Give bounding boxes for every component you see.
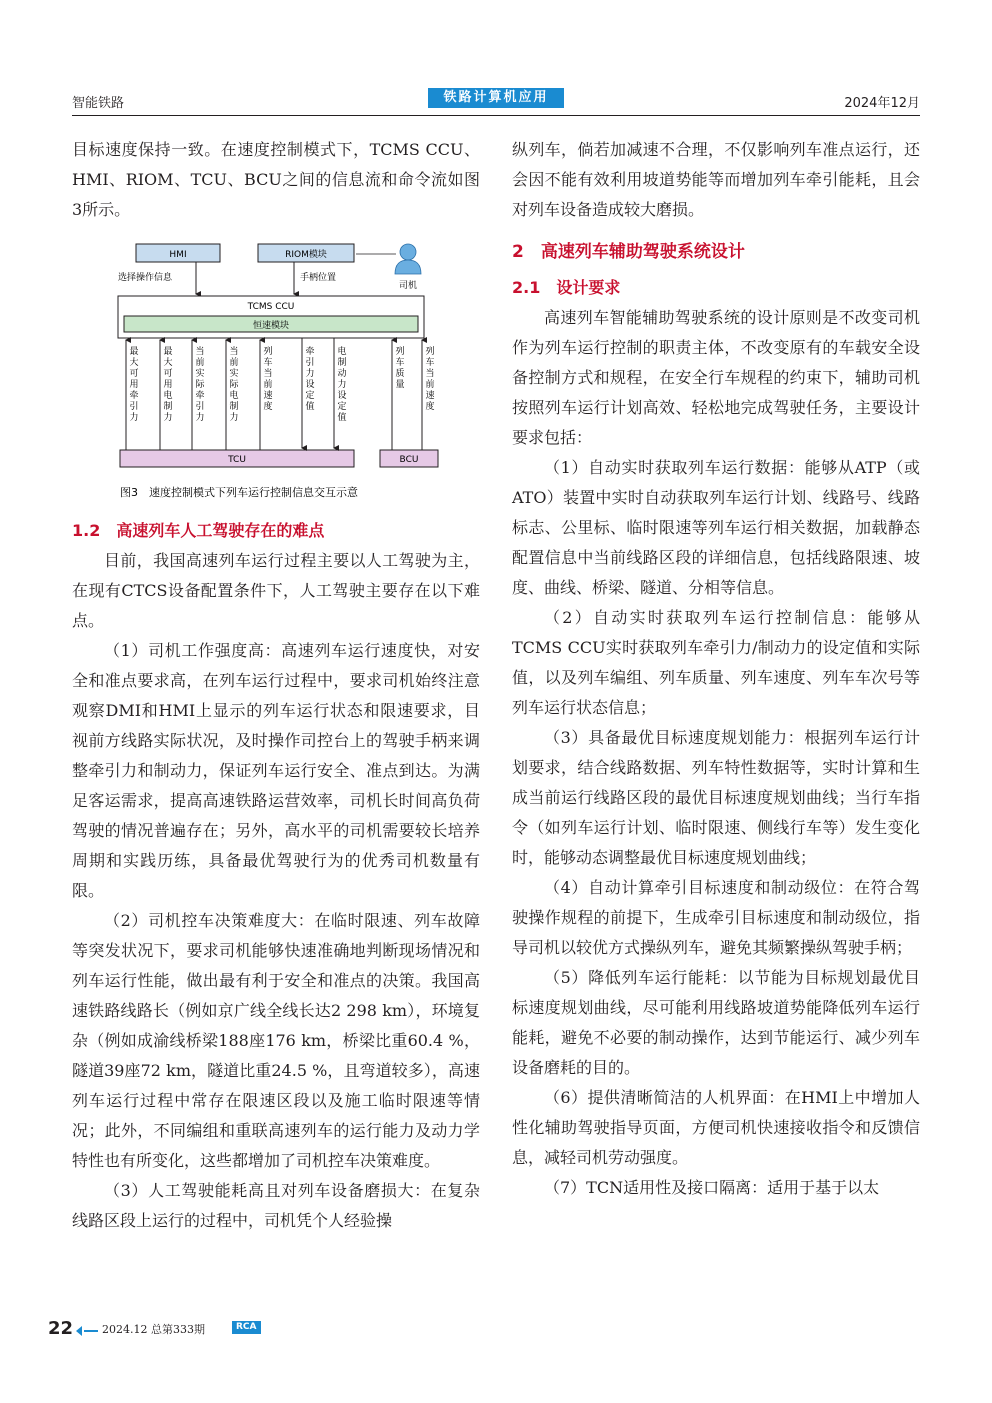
signal-label-3-char-6: 力 [229, 413, 239, 423]
signal-label-5-char-1: 引 [305, 358, 315, 368]
signal-label-3-char-0: 当 [229, 347, 239, 357]
signal-label-1-char-5: 制 [163, 402, 173, 412]
signal-label-1-char-0: 最 [163, 347, 173, 357]
signal-label-5-char-2: 力 [305, 369, 315, 379]
rca-badge: RCA [232, 1321, 261, 1334]
signal-label-5-char-3: 设 [305, 380, 315, 390]
signal-label-0-char-4: 牵 [129, 391, 139, 401]
left-paragraph-4: （3）人工驾驶能耗高且对列车设备磨损大：在复杂线路区段上运行的过程中，司机凭个人经验操 [72, 1181, 480, 1230]
signal-label-0-char-3: 用 [129, 380, 139, 390]
hmi-label: HMI [169, 250, 187, 260]
signal-label-8-char-0: 列 [425, 347, 435, 357]
tcu-label: TCU [228, 455, 246, 465]
left-paragraph-1: 目前，我国高速列车运行过程主要以人工驾驶为主，在现有CTCS设备配置条件下，人工驾驶主要存在以下难点。 [72, 551, 480, 630]
signal-label-6-char-0: 电 [337, 347, 347, 357]
signal-label-2-char-4: 牵 [195, 391, 205, 401]
signal-label-3-char-3: 际 [229, 380, 239, 390]
bcu-label: BCU [399, 455, 419, 465]
signal-label-1-char-1: 大 [163, 358, 173, 368]
signal-label-2-char-0: 当 [195, 347, 205, 357]
signal-label-2-char-3: 际 [195, 380, 205, 390]
const-speed-label: 恒速模块 [252, 321, 290, 331]
signal-label-3-char-1: 前 [229, 358, 239, 368]
right-paragraph-0: 纵列车，倘若加减速不合理，不仅影响列车准点运行，还会因不能有效利用坡道势能等而增加列车牵引能耗，且会对列车设备造成较大磨损。 [512, 140, 920, 219]
left-paragraph-0: 目标速度保持一致。在速度控制模式下，TCMS CCU、HMI、RIOM、TCU、BCU之间的信息流和命令流如图3所示。 [72, 140, 480, 219]
signal-label-5-char-0: 牵 [305, 347, 315, 357]
right-paragraph-7: （6）提供清晰简洁的人机界面：在HMI上中增加人性化辅助驾驶指导页面，方便司机快速接收指令和反馈信息，减轻司机劳动强度。 [512, 1088, 920, 1167]
signal-label-4-char-2: 当 [263, 369, 273, 379]
signal-label-5-char-5: 值 [305, 402, 315, 412]
right-paragraph-1: 高速列车智能辅助驾驶系统的设计原则是不改变司机作为列车运行控制的职责主体，不改变原有的车载安全设备控制方式和规程，在安全行车规程的约束下，辅助司机按照列车运行计划高效、轻松地完成驾驶任务，主要设计要求包括： [512, 308, 920, 447]
signal-label-2-char-5: 引 [195, 402, 205, 412]
signal-label-6-char-3: 力 [337, 380, 347, 390]
signal-label-8-char-4: 速 [425, 391, 435, 401]
driver-label: 司机 [398, 281, 418, 291]
handle-pos-label: 手柄位置 [300, 273, 337, 283]
section-banner: 铁路计算机应用 [428, 88, 564, 108]
signal-label-7-char-1: 车 [395, 358, 405, 368]
signal-label-3-char-5: 制 [229, 402, 239, 412]
select-info-label: 选择操作信息 [118, 273, 173, 283]
footer-ornament [74, 1322, 98, 1334]
signal-label-8-char-3: 前 [425, 380, 435, 390]
section-1-2-heading: 1.2 高速列车人工驾驶存在的难点 [72, 521, 325, 540]
right-column [512, 135, 920, 1203]
signal-label-7-char-2: 质 [395, 369, 405, 379]
signal-label-0-char-0: 最 [129, 347, 139, 357]
riom-label: RIOM模块 [285, 250, 327, 260]
signal-label-3-char-2: 实 [229, 369, 239, 379]
signal-label-0-char-1: 大 [129, 358, 139, 368]
signal-label-0-char-5: 引 [129, 402, 139, 412]
right-paragraph-3: （2）自动实时获取列车运行控制信息：能够从TCMS CCU实时获取列车牵引力/制动力的设定值和实际值，以及列车编组、列车质量、列车速度、列车车次号等列车运行状态信息； [512, 608, 920, 717]
driver-icon [395, 244, 421, 274]
signal-label-8-char-1: 车 [425, 358, 435, 368]
figure-3 [104, 238, 464, 508]
signal-label-6-char-5: 定 [337, 402, 347, 412]
page-number: 22 [48, 1318, 74, 1339]
left-paragraph-3: （2）司机控车决策难度大：在临时限速、列车故障等突发状况下，要求司机能够快速准确地判断现场情况和列车运行性能，做出最有利于安全和准点的决策。我国高速铁路线路长（例如京广线全线长达2 298 km），环境复杂（例如成渝线桥梁188座176 km，桥梁比重60.4 %，隧道39座72 km，隧道比重24.5 %，且弯道较多），高速列车运行过程中常存在限速区段以及施工临时限速等情况；此外，不同编组和重联高速列车的运行能力及动力学特性也有所变化，这些都增加了司机控车决策难度。 [72, 911, 480, 1170]
right-paragraph-6: （5）降低列车运行能耗：以节能为目标规划最优目标速度规划曲线，尽可能利用线路坡道势能降低列车运行能耗，避免不必要的制动操作，达到节能运行、减少列车设备磨耗的目的。 [512, 968, 920, 1077]
left-column [72, 135, 480, 225]
signal-label-6-char-6: 值 [337, 413, 347, 423]
header-rule [72, 115, 920, 116]
signal-label-2-char-2: 实 [195, 369, 205, 379]
signal-label-4-char-4: 速 [263, 391, 273, 401]
signal-label-6-char-4: 设 [337, 391, 347, 401]
signal-label-2-char-6: 力 [195, 413, 205, 423]
signal-label-6-char-2: 动 [337, 369, 347, 379]
signal-label-0-char-2: 可 [129, 369, 139, 379]
signal-label-4-char-3: 前 [263, 380, 273, 390]
signal-label-4-char-0: 列 [263, 347, 273, 357]
right-paragraph-5: （4）自动计算牵引目标速度和制动级位：在符合驾驶操作规程的前提下，生成牵引目标速度和制动级位，指导司机以较优方式操纵列车，避免其频繁操纵驾驶手柄； [512, 878, 920, 957]
right-paragraph-8: （7）TCN适用性及接口隔离：适用于基于以太 [544, 1178, 880, 1197]
issue-date: 2024年12月 [844, 96, 920, 111]
signal-label-1-char-3: 用 [163, 380, 173, 390]
figure-3-diagram [104, 238, 464, 508]
section-2-1-heading: 2.1 设计要求 [512, 278, 621, 297]
journal-name: 智能铁路 [72, 96, 125, 111]
right-paragraph-4: （3）具备最优目标速度规划能力：根据列车运行计划要求，结合线路数据、列车特性数据等，实时计算和生成当前运行线路区段的最优目标速度规划曲线；当行车指令（如列车运行计划、临时限速、侧线行车等）发生变化时，能够动态调整最优目标速度规划曲线； [512, 728, 920, 867]
signal-label-3-char-4: 电 [229, 391, 239, 401]
signal-label-1-char-4: 电 [163, 391, 173, 401]
signal-label-1-char-6: 力 [163, 413, 173, 423]
signal-label-5-char-4: 定 [305, 391, 315, 401]
left-column-lower [72, 516, 480, 1236]
left-paragraph-2: （1）司机工作强度高：高速列车运行速度快，对安全和准点要求高，在列车运行过程中，要求司机始终注意观察DMI和HMI上显示的列车运行状态和限速要求，目视前方线路实际状况，及时操作司控台上的驾驶手柄来调整牵引力和制动力，保证列车运行安全、准点到达。为满足客运需求，提高高速铁路运营效率，司机长时间高负荷驾驶的情况普遍存在；另外，高水平的司机需要较长培养周期和实践历练，具备最优驾驶行为的优秀司机数量有限。 [72, 641, 480, 900]
issue-info: 2024.12 总第333期 [102, 1323, 205, 1336]
signal-label-2-char-1: 前 [195, 358, 205, 368]
signal-label-0-char-6: 力 [129, 413, 139, 423]
figure-caption: 图3 速度控制模式下列车运行控制信息交互示意 [120, 486, 358, 499]
signal-label-6-char-1: 制 [337, 358, 347, 368]
signal-label-7-char-0: 列 [395, 347, 405, 357]
signal-label-8-char-2: 当 [425, 369, 435, 379]
right-paragraph-2: （1）自动实时获取列车运行数据：能够从ATP（或ATO）装置中实时自动获取列车运行计划、线路号、线路标志、公里标、临时限速等列车运行相关数据，加载静态配置信息中当前线路区段的详细信息，包括线路限速、坡度、曲线、桥梁、隧道、分相等信息。 [512, 458, 920, 597]
signal-label-8-char-5: 度 [425, 402, 435, 412]
signal-label-4-char-1: 车 [263, 358, 273, 368]
signal-label-7-char-3: 量 [395, 380, 405, 390]
ccu-label: TCMS CCU [247, 302, 295, 312]
section-2-heading: 2 高速列车辅助驾驶系统设计 [512, 242, 745, 262]
signal-label-4-char-5: 度 [263, 402, 273, 412]
signal-label-1-char-2: 可 [163, 369, 173, 379]
